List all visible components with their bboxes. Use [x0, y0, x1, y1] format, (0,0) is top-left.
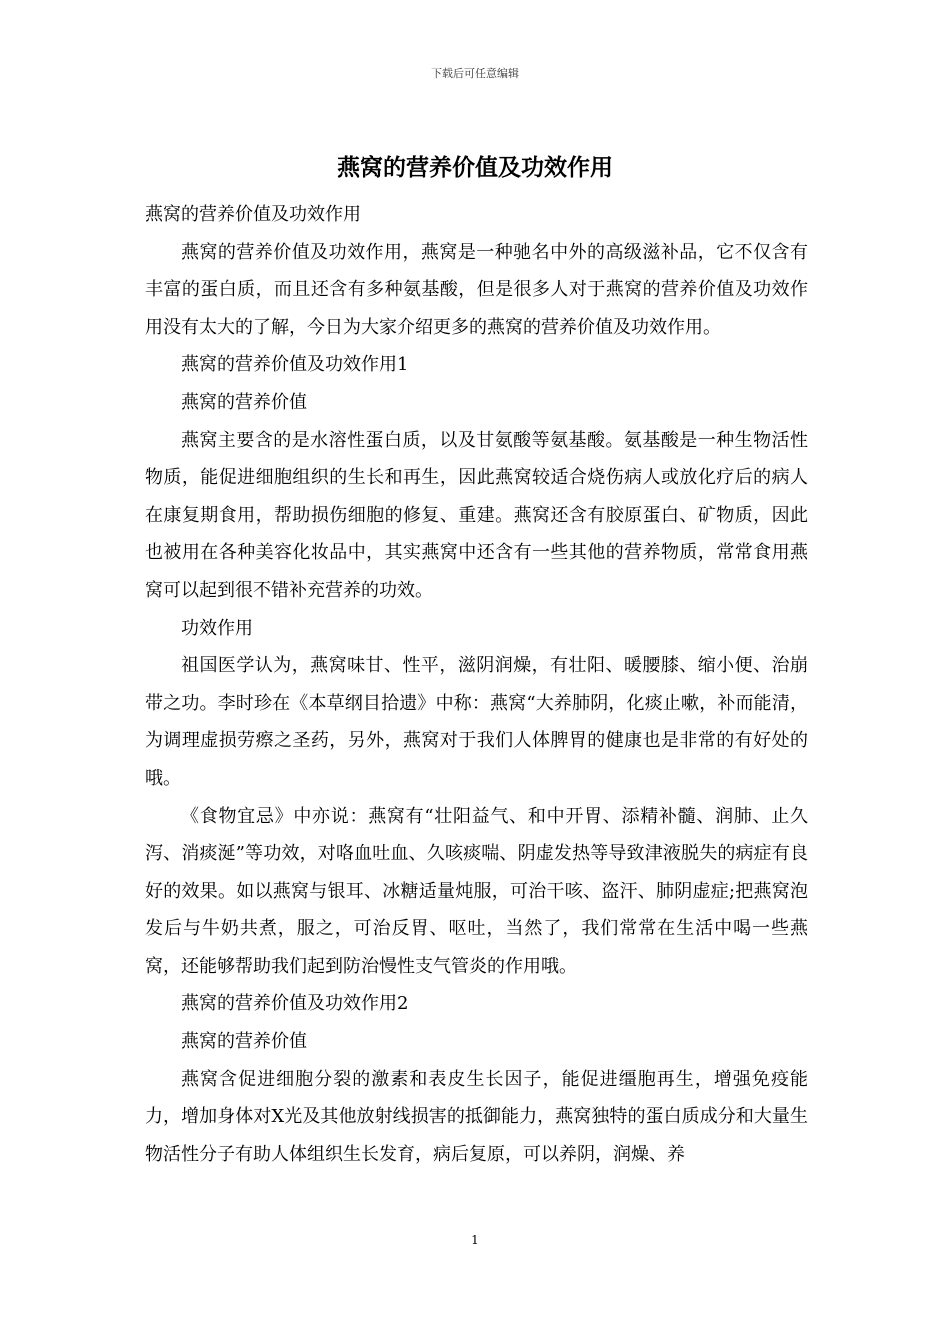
section-heading-2: 燕窝的营养价值及功效作用2 — [181, 993, 409, 1015]
nutrition-paragraph-2: 燕窝含促进细胞分裂的激素和表皮生长因子，能促进缰胞再生，增强免疫能力，增加身体对X光及其他放射线损害的抵御能力，燕窝独特的蛋白质成分和大量生物活性分子有助人体组织生长发育，病后复原，可以养阴，润燥、养 — [145, 1068, 808, 1165]
subheading-nutrition-1: 燕窝的营养价值 — [181, 391, 307, 413]
subheading-nutrition-2: 燕窝的营养价值 — [181, 1031, 307, 1053]
document-title: 燕窝的营养价值及功效作用 — [337, 154, 613, 181]
subheading-effects: 功效作用 — [181, 617, 253, 639]
effects-paragraph-2: 《食物宜忌》中亦说：燕窝有“壮阳益气、和中开胃、添精补髓、润肺、止久泻、消痰涎”等功效，对咯血吐血、久咳痰喘、阴虚发热等导致津液脱失的病症有良好的效果。如以燕窝与银耳、冰糖适量炖服，可治干咳、盗汗、肺阴虚症;把燕窝泡发后与牛奶共煮，服之，可治反胃、呕吐，当然了，我们常常在生活中喝一些燕窝，还能够帮助我们起到防治慢性支气管炎的作用哦。 — [145, 805, 808, 977]
nutrition-paragraph-1: 燕窝主要含的是水溶性蛋白质，以及甘氨酸等氨基酸。氨基酸是一种生物活性物质，能促进细胞组织的生长和再生，因此燕窝较适合烧伤病人或放化疗后的病人在康复期食用，帮助损伤细胞的修复、重建。燕窝还含有胶原蛋白、矿物质，因此也被用在各种美容化妆品中，其实燕窝中还含有一些其他的营养物质，常常食用燕窝可以起到很不错补充营养的功效。 — [145, 429, 808, 601]
effects-paragraph-1: 祖国医学认为，燕窝味甘、性平，滋阴润燥，有壮阳、暖腰膝、缩小便、治崩带之功。李时珍在《本草纲目拾遗》中称：燕窝“大养肺阴，化痰止嗽，补而能清，为调理虚损劳瘵之圣药，另外，燕窝对于我们人体脾胃的健康也是非常的有好处的哦。 — [145, 655, 808, 789]
page-header: 下载后可任意编辑 — [431, 67, 519, 80]
section-heading-1: 燕窝的营养价值及功效作用1 — [181, 354, 409, 376]
intro-paragraph: 燕窝的营养价值及功效作用，燕窝是一种驰名中外的高级滋补品，它不仅含有丰富的蛋白质，而且还含有多种氨基酸，但是很多人对于燕窝的营养价值及功效作用没有太大的了解，今日为大家介绍更多的燕窝的营养价值及功效作用。 — [145, 241, 808, 338]
document-body — [145, 196, 808, 1173]
page-number: 1 — [471, 1233, 479, 1247]
subtitle-paragraph: 燕窝的营养价值及功效作用 — [145, 204, 361, 225]
